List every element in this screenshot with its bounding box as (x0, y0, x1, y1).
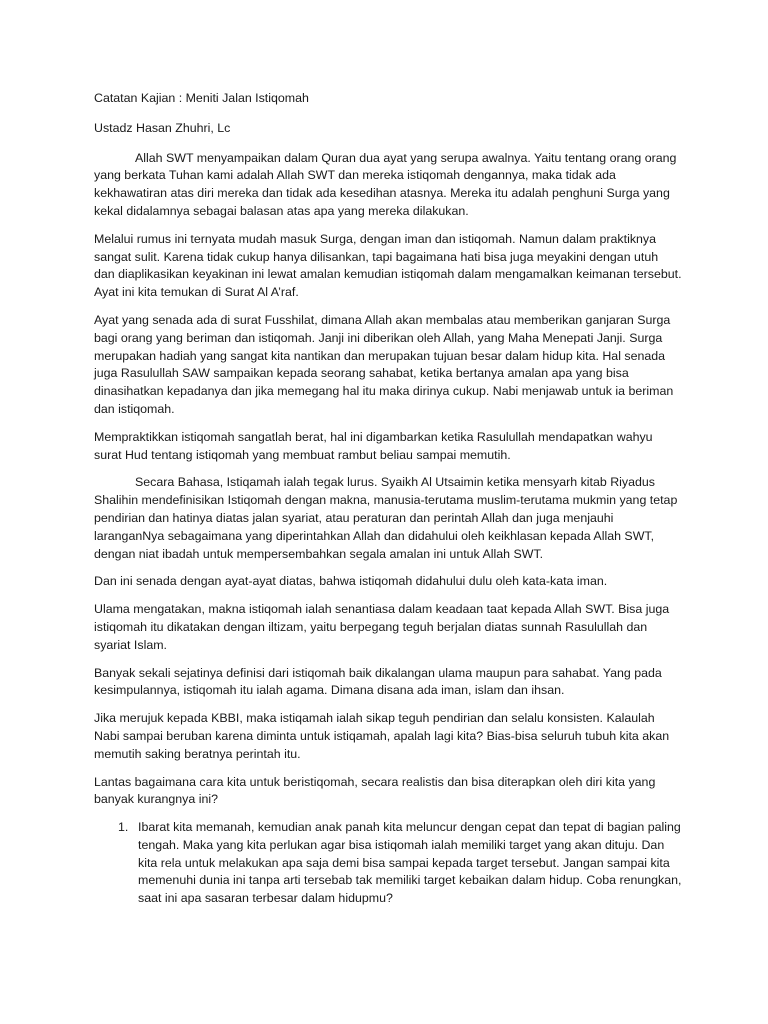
paragraph: Ulama mengatakan, makna istiqomah ialah senantiasa dalam keadaan taat kepada Allah SWT. Bisa juga istiqomah itu dikatakan dengan iltizam, yaitu berpegang teguh berjalan diatas sunnah Rasulullah dan syariat Islam. (94, 602, 670, 652)
paragraph: Dan ini senada dengan ayat-ayat diatas, bahwa istiqomah didahului dulu oleh kata-kata iman. (94, 574, 608, 589)
paragraph-intro: Allah SWT menyampaikan dalam Quran dua ayat yang serupa awalnya. Yaitu tentang orang orang yang berkata Tuhan kami adalah Allah SWT dan mereka istiqomah dengannya, maka tidak ada kekhawatiran atas diri mereka dan tidak ada kesedihan atasnya. Mereka itu adalah penghuni Surga yang kekal didalamnya sebagai balasan atas apa yang mereka dilakukan. (94, 150, 677, 218)
paragraph: Lantas bagaimana cara kita untuk beristiqomah, secara realistis dan bisa diterapkan oleh diri kita yang banyak kurangnya ini? (94, 774, 656, 807)
paragraph: Mempraktikkan istiqomah sangatlah berat, hal ini digambarkan ketika Rasulullah mendapatkan wahyu surat Hud tentang istiqomah yang membuat rambut beliau sampai memutih. (94, 429, 653, 462)
list-item-number: 1. (118, 820, 129, 835)
numbered-list (94, 819, 682, 908)
paragraph-definition: Secara Bahasa, Istiqamah ialah tegak lurus. Syaikh Al Utsaimin ketika mensyarh kitab Riyadus Shalihin mendefinisikan Istiqomah dengan makna, manusia-terutama muslim-terutama mukmin yang tetap pendirian dan hatinya diatas jalan syariat, atau peraturan dan perintah Allah dan juga menjauhi laranganNya sebagaimana yang diperintahkan Allah dan didahului oleh keikhlasan kepada Allah SWT, dengan niat ibadah untuk mempersembahkan segala amalan ini untuk Allah SWT. (94, 475, 678, 561)
document-body (94, 90, 682, 908)
document-author: Ustadz Hasan Zhuhri, Lc (94, 120, 231, 135)
paragraph: Jika merujuk kepada KBBI, maka istiqamah ialah sikap teguh pendirian dan selalu konsisten. Kalaulah Nabi sampai beruban karena diminta untuk istiqamah, apalah lagi kita? Bias-bisa seluruh tubuh kita akan memutih saking beratnya perintah itu. (94, 711, 670, 761)
document-title: Catatan Kajian : Meniti Jalan Istiqomah (94, 91, 309, 105)
paragraph: Melalui rumus ini ternyata mudah masuk Surga, dengan iman dan istiqomah. Namun dalam praktiknya sangat sulit. Karena tidak cukup hanya dilisankan, tapi bagaimana hati bisa juga meyakini dengan utuh dan diaplikasikan keyakinan ini lewat amalan kemudian istiqomah dalam mengamalkan keimanan tersebut. Ayat ini kita temukan di Surat Al A’raf. (94, 231, 682, 300)
paragraph: Banyak sekali sejatinya definisi dari istiqomah baik dikalangan ulama maupun para sahabat. Yang pada kesimpulannya, istiqomah itu ialah agama. Dimana disana ada iman, islam dan ihsan. (94, 665, 662, 698)
paragraph: Ayat yang senada ada di surat Fusshilat, dimana Allah akan membalas atau memberikan ganjaran Surga bagi orang yang beriman dan istiqomah. Janji ini diberikan oleh Allah, yang Maha Menepati Janji. Surga merupakan hadiah yang sangat kita nantikan dan merupakan tujuan besar dalam hidup kita. Hal senada juga Rasulullah SAW sampaikan kepada seorang sahabat, ketika bertanya amalan apa yang bisa dinasihatkan kepadanya dan jika memegang hal itu maka dirinya cukup. Nabi menjawab untuk ia beriman dan istiqomah. (94, 312, 674, 416)
list-item-text: Ibarat kita memanah, kemudian anak panah kita meluncur dengan cepat dan tepat di bagian paling tengah. Maka yang kita perlukan agar bisa istiqomah ialah memiliki target yang akan dituju. Dan kita rela untuk melakukan apa saja demi bisa sampai kepada target tersebut. Jangan sampai kita memenuhi dunia ini tanpa arti tersebab tak memiliki target kebaikan dalam hidup. Coba renungkan, saat ini apa sasaran terbesar dalam hidupmu? (138, 820, 682, 906)
list-item (94, 819, 682, 908)
